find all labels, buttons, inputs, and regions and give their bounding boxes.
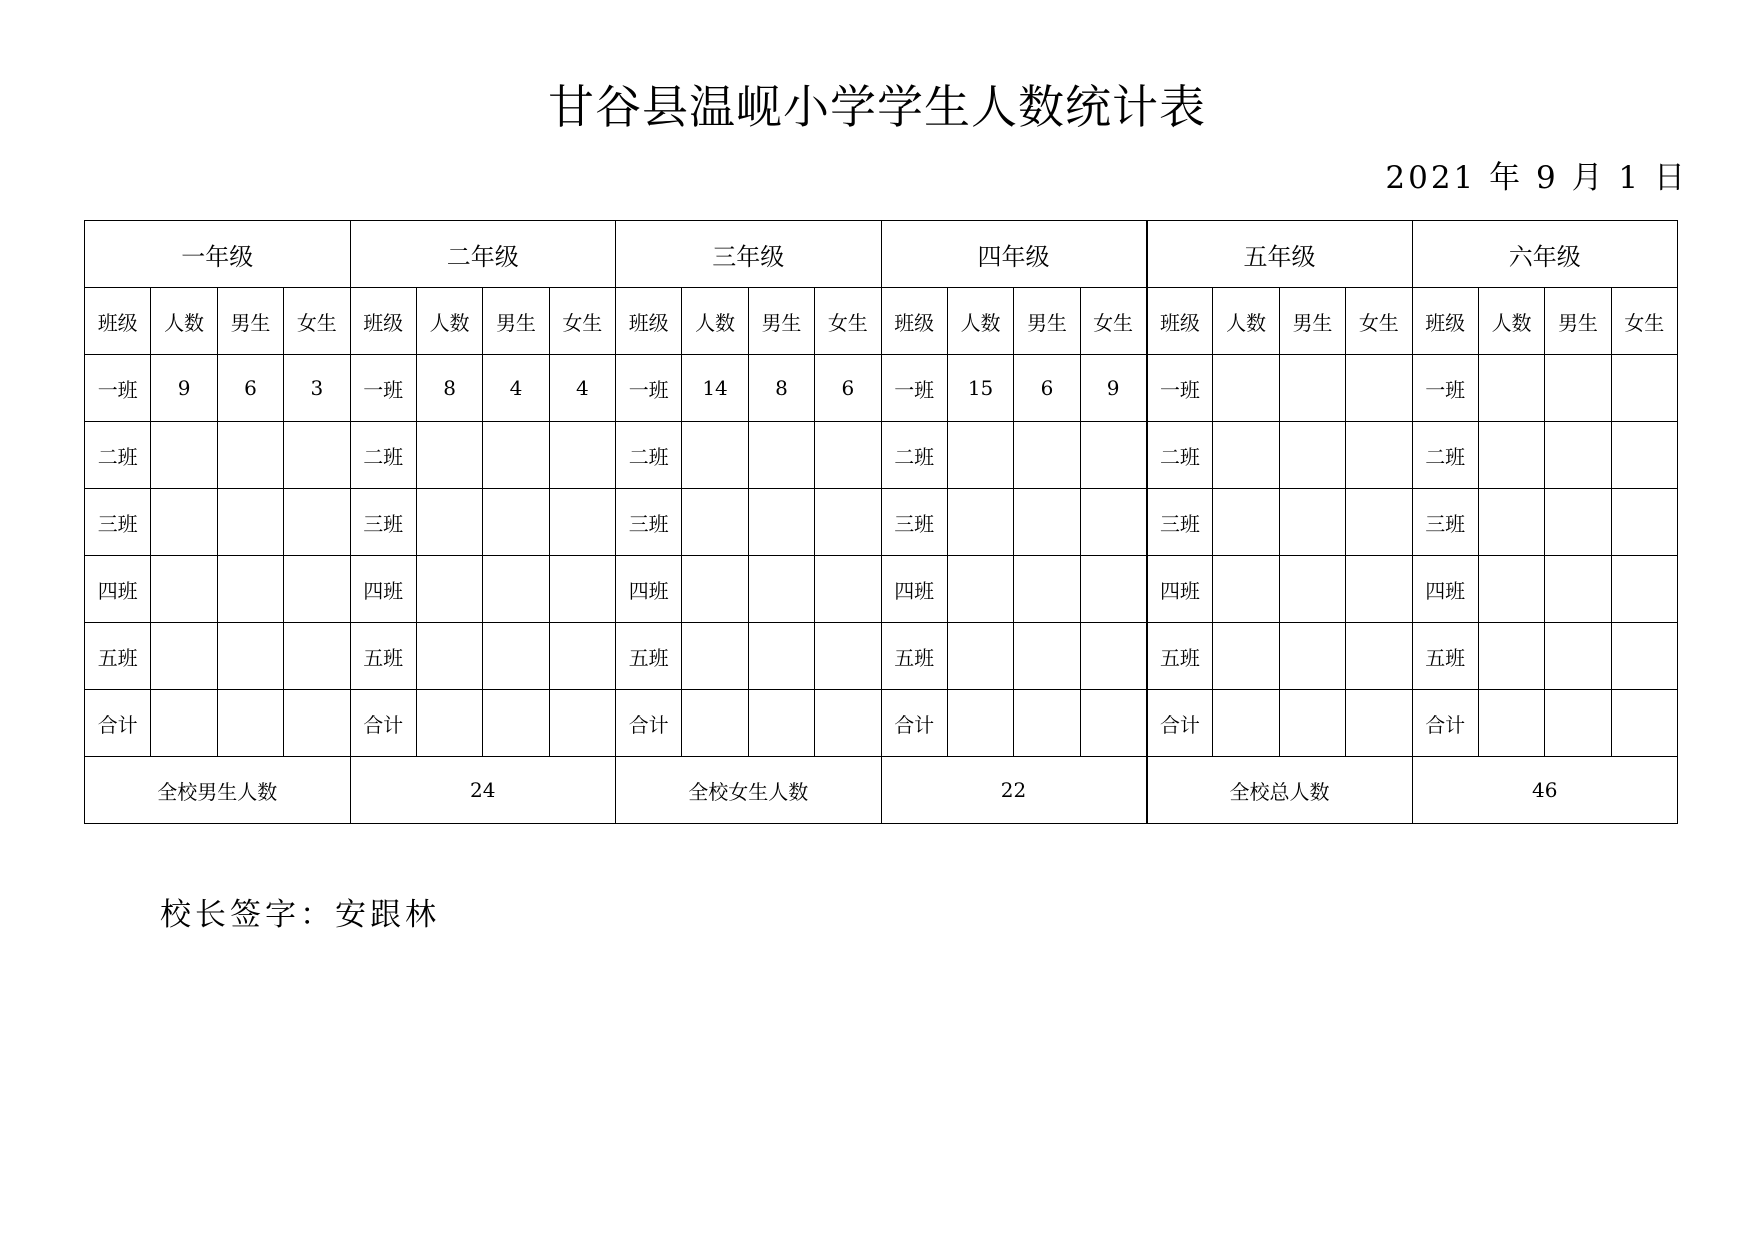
count-cell <box>1014 489 1080 556</box>
count-cell: 8 <box>416 355 482 422</box>
student-count-table <box>84 220 1678 824</box>
count-cell <box>1478 355 1544 422</box>
class-label: 四班 <box>881 556 947 623</box>
class-label: 一班 <box>616 355 682 422</box>
count-cell <box>1279 623 1345 690</box>
count-cell <box>1346 623 1412 690</box>
class-label: 合计 <box>1147 690 1213 757</box>
class-label: 合计 <box>350 690 416 757</box>
column-header: 男生 <box>1279 288 1345 355</box>
school-total-value: 46 <box>1412 757 1678 824</box>
class-label: 合计 <box>1412 690 1478 757</box>
count-cell <box>549 489 615 556</box>
count-cell <box>151 422 217 489</box>
count-cell <box>151 489 217 556</box>
class-label: 二班 <box>616 422 682 489</box>
class-label: 合计 <box>881 690 947 757</box>
class-label: 一班 <box>1147 355 1213 422</box>
count-cell <box>1478 690 1544 757</box>
column-header: 女生 <box>284 288 350 355</box>
count-cell <box>1213 355 1279 422</box>
count-cell <box>947 623 1013 690</box>
count-cell <box>483 489 549 556</box>
count-cell <box>1611 422 1677 489</box>
count-cell <box>1545 355 1611 422</box>
table-row <box>85 623 1678 690</box>
class-label: 三班 <box>1147 489 1213 556</box>
column-header: 人数 <box>416 288 482 355</box>
count-cell <box>682 556 748 623</box>
count-cell <box>284 690 350 757</box>
count-cell <box>1611 690 1677 757</box>
class-label: 五班 <box>85 623 151 690</box>
count-cell <box>748 690 814 757</box>
count-cell <box>815 556 881 623</box>
boys-total-value: 24 <box>350 757 616 824</box>
count-cell <box>483 690 549 757</box>
class-label: 五班 <box>881 623 947 690</box>
column-header: 人数 <box>151 288 217 355</box>
count-cell <box>748 422 814 489</box>
grade-header: 六年级 <box>1412 221 1678 288</box>
column-header: 班级 <box>1412 288 1478 355</box>
class-label: 五班 <box>616 623 682 690</box>
count-cell: 6 <box>1014 355 1080 422</box>
class-label: 二班 <box>350 422 416 489</box>
count-cell <box>549 690 615 757</box>
table-body <box>85 221 1678 824</box>
count-cell <box>1279 556 1345 623</box>
column-header: 男生 <box>748 288 814 355</box>
count-cell <box>1611 556 1677 623</box>
grade-header: 二年级 <box>350 221 616 288</box>
count-cell <box>1545 623 1611 690</box>
column-header: 班级 <box>85 288 151 355</box>
count-cell <box>1080 556 1146 623</box>
count-cell <box>815 489 881 556</box>
grade-header: 五年级 <box>1147 221 1413 288</box>
count-cell <box>682 489 748 556</box>
count-cell <box>1080 690 1146 757</box>
count-cell <box>284 556 350 623</box>
class-label: 四班 <box>85 556 151 623</box>
class-label: 一班 <box>350 355 416 422</box>
count-cell <box>1611 623 1677 690</box>
count-cell: 6 <box>217 355 283 422</box>
column-header: 女生 <box>1611 288 1677 355</box>
class-label: 三班 <box>85 489 151 556</box>
class-label: 三班 <box>1412 489 1478 556</box>
count-cell <box>1213 422 1279 489</box>
count-cell <box>1014 556 1080 623</box>
column-header: 班级 <box>881 288 947 355</box>
count-cell <box>1213 489 1279 556</box>
date-label: 2021 年 9 月 1 日 <box>1385 160 1688 196</box>
class-label: 四班 <box>1147 556 1213 623</box>
count-cell <box>1279 355 1345 422</box>
count-cell <box>549 422 615 489</box>
count-cell <box>217 623 283 690</box>
summary-row <box>85 757 1678 824</box>
count-cell <box>947 489 1013 556</box>
grade-header-row <box>85 221 1678 288</box>
count-cell <box>1545 556 1611 623</box>
class-label: 二班 <box>1412 422 1478 489</box>
count-cell <box>748 623 814 690</box>
count-cell <box>1611 355 1677 422</box>
column-header: 班级 <box>350 288 416 355</box>
count-cell <box>1478 422 1544 489</box>
principal-signature: 校长签字：安跟林 <box>160 897 440 933</box>
count-cell <box>815 690 881 757</box>
column-header: 人数 <box>682 288 748 355</box>
count-cell <box>284 422 350 489</box>
count-cell <box>815 623 881 690</box>
column-header: 女生 <box>815 288 881 355</box>
count-cell: 3 <box>284 355 350 422</box>
class-label: 三班 <box>350 489 416 556</box>
table-row <box>85 556 1678 623</box>
class-label: 一班 <box>881 355 947 422</box>
column-header: 女生 <box>1080 288 1146 355</box>
column-header: 男生 <box>217 288 283 355</box>
column-header: 班级 <box>616 288 682 355</box>
count-cell <box>682 623 748 690</box>
count-cell <box>1213 556 1279 623</box>
class-label: 合计 <box>616 690 682 757</box>
grade-header: 三年级 <box>616 221 882 288</box>
column-header: 人数 <box>947 288 1013 355</box>
count-cell <box>1478 556 1544 623</box>
count-cell <box>1213 623 1279 690</box>
count-cell <box>947 422 1013 489</box>
count-cell <box>1014 623 1080 690</box>
count-cell <box>151 556 217 623</box>
count-cell <box>217 690 283 757</box>
count-cell <box>947 556 1013 623</box>
count-cell: 9 <box>1080 355 1146 422</box>
column-header: 班级 <box>1147 288 1213 355</box>
count-cell <box>416 556 482 623</box>
page-title: 甘谷县温岘小学学生人数统计表 <box>548 80 1206 134</box>
grade-header: 四年级 <box>881 221 1147 288</box>
class-label: 三班 <box>616 489 682 556</box>
count-cell <box>1346 489 1412 556</box>
class-label: 五班 <box>350 623 416 690</box>
count-cell <box>284 623 350 690</box>
count-cell: 4 <box>549 355 615 422</box>
class-label: 三班 <box>881 489 947 556</box>
count-cell <box>1080 623 1146 690</box>
count-cell <box>1478 623 1544 690</box>
count-cell <box>416 690 482 757</box>
class-label: 一班 <box>1412 355 1478 422</box>
count-cell <box>1545 489 1611 556</box>
class-label: 二班 <box>85 422 151 489</box>
column-header: 男生 <box>483 288 549 355</box>
count-cell <box>217 556 283 623</box>
count-cell <box>217 489 283 556</box>
count-cell <box>284 489 350 556</box>
class-label: 四班 <box>350 556 416 623</box>
column-header: 女生 <box>549 288 615 355</box>
count-cell: 14 <box>682 355 748 422</box>
class-label: 二班 <box>1147 422 1213 489</box>
count-cell: 4 <box>483 355 549 422</box>
class-label: 五班 <box>1412 623 1478 690</box>
count-cell <box>815 422 881 489</box>
count-cell <box>1346 355 1412 422</box>
count-cell: 8 <box>748 355 814 422</box>
class-label: 五班 <box>1147 623 1213 690</box>
count-cell <box>483 623 549 690</box>
column-header: 人数 <box>1478 288 1544 355</box>
class-label: 四班 <box>616 556 682 623</box>
count-cell <box>416 422 482 489</box>
count-cell <box>1545 422 1611 489</box>
girls-total-value: 22 <box>881 757 1147 824</box>
count-cell <box>1346 422 1412 489</box>
count-cell <box>549 623 615 690</box>
boys-total-label: 全校男生人数 <box>85 757 351 824</box>
column-header: 女生 <box>1346 288 1412 355</box>
school-total-label: 全校总人数 <box>1147 757 1413 824</box>
count-cell <box>1279 489 1345 556</box>
class-label: 一班 <box>85 355 151 422</box>
count-cell <box>416 489 482 556</box>
count-cell <box>1080 422 1146 489</box>
count-cell <box>1611 489 1677 556</box>
count-cell <box>1213 690 1279 757</box>
count-cell <box>1279 422 1345 489</box>
count-cell: 15 <box>947 355 1013 422</box>
count-cell <box>1014 690 1080 757</box>
grade-header: 一年级 <box>85 221 351 288</box>
count-cell <box>748 556 814 623</box>
table-row <box>85 489 1678 556</box>
column-header: 男生 <box>1014 288 1080 355</box>
count-cell <box>682 690 748 757</box>
column-header-row <box>85 288 1678 355</box>
column-header: 人数 <box>1213 288 1279 355</box>
count-cell <box>682 422 748 489</box>
count-cell <box>416 623 482 690</box>
count-cell <box>1279 690 1345 757</box>
table-row <box>85 355 1678 422</box>
count-cell <box>217 422 283 489</box>
count-cell <box>1346 690 1412 757</box>
count-cell: 6 <box>815 355 881 422</box>
column-header: 男生 <box>1545 288 1611 355</box>
count-cell <box>748 489 814 556</box>
count-cell <box>151 623 217 690</box>
count-cell <box>483 422 549 489</box>
girls-total-label: 全校女生人数 <box>616 757 882 824</box>
count-cell <box>1478 489 1544 556</box>
class-label: 四班 <box>1412 556 1478 623</box>
count-cell <box>1080 489 1146 556</box>
table-row <box>85 690 1678 757</box>
class-label: 合计 <box>85 690 151 757</box>
count-cell <box>1545 690 1611 757</box>
count-cell: 9 <box>151 355 217 422</box>
class-label: 二班 <box>881 422 947 489</box>
count-cell <box>151 690 217 757</box>
count-cell <box>1014 422 1080 489</box>
count-cell <box>947 690 1013 757</box>
count-cell <box>1346 556 1412 623</box>
count-cell <box>483 556 549 623</box>
table-row <box>85 422 1678 489</box>
count-cell <box>549 556 615 623</box>
